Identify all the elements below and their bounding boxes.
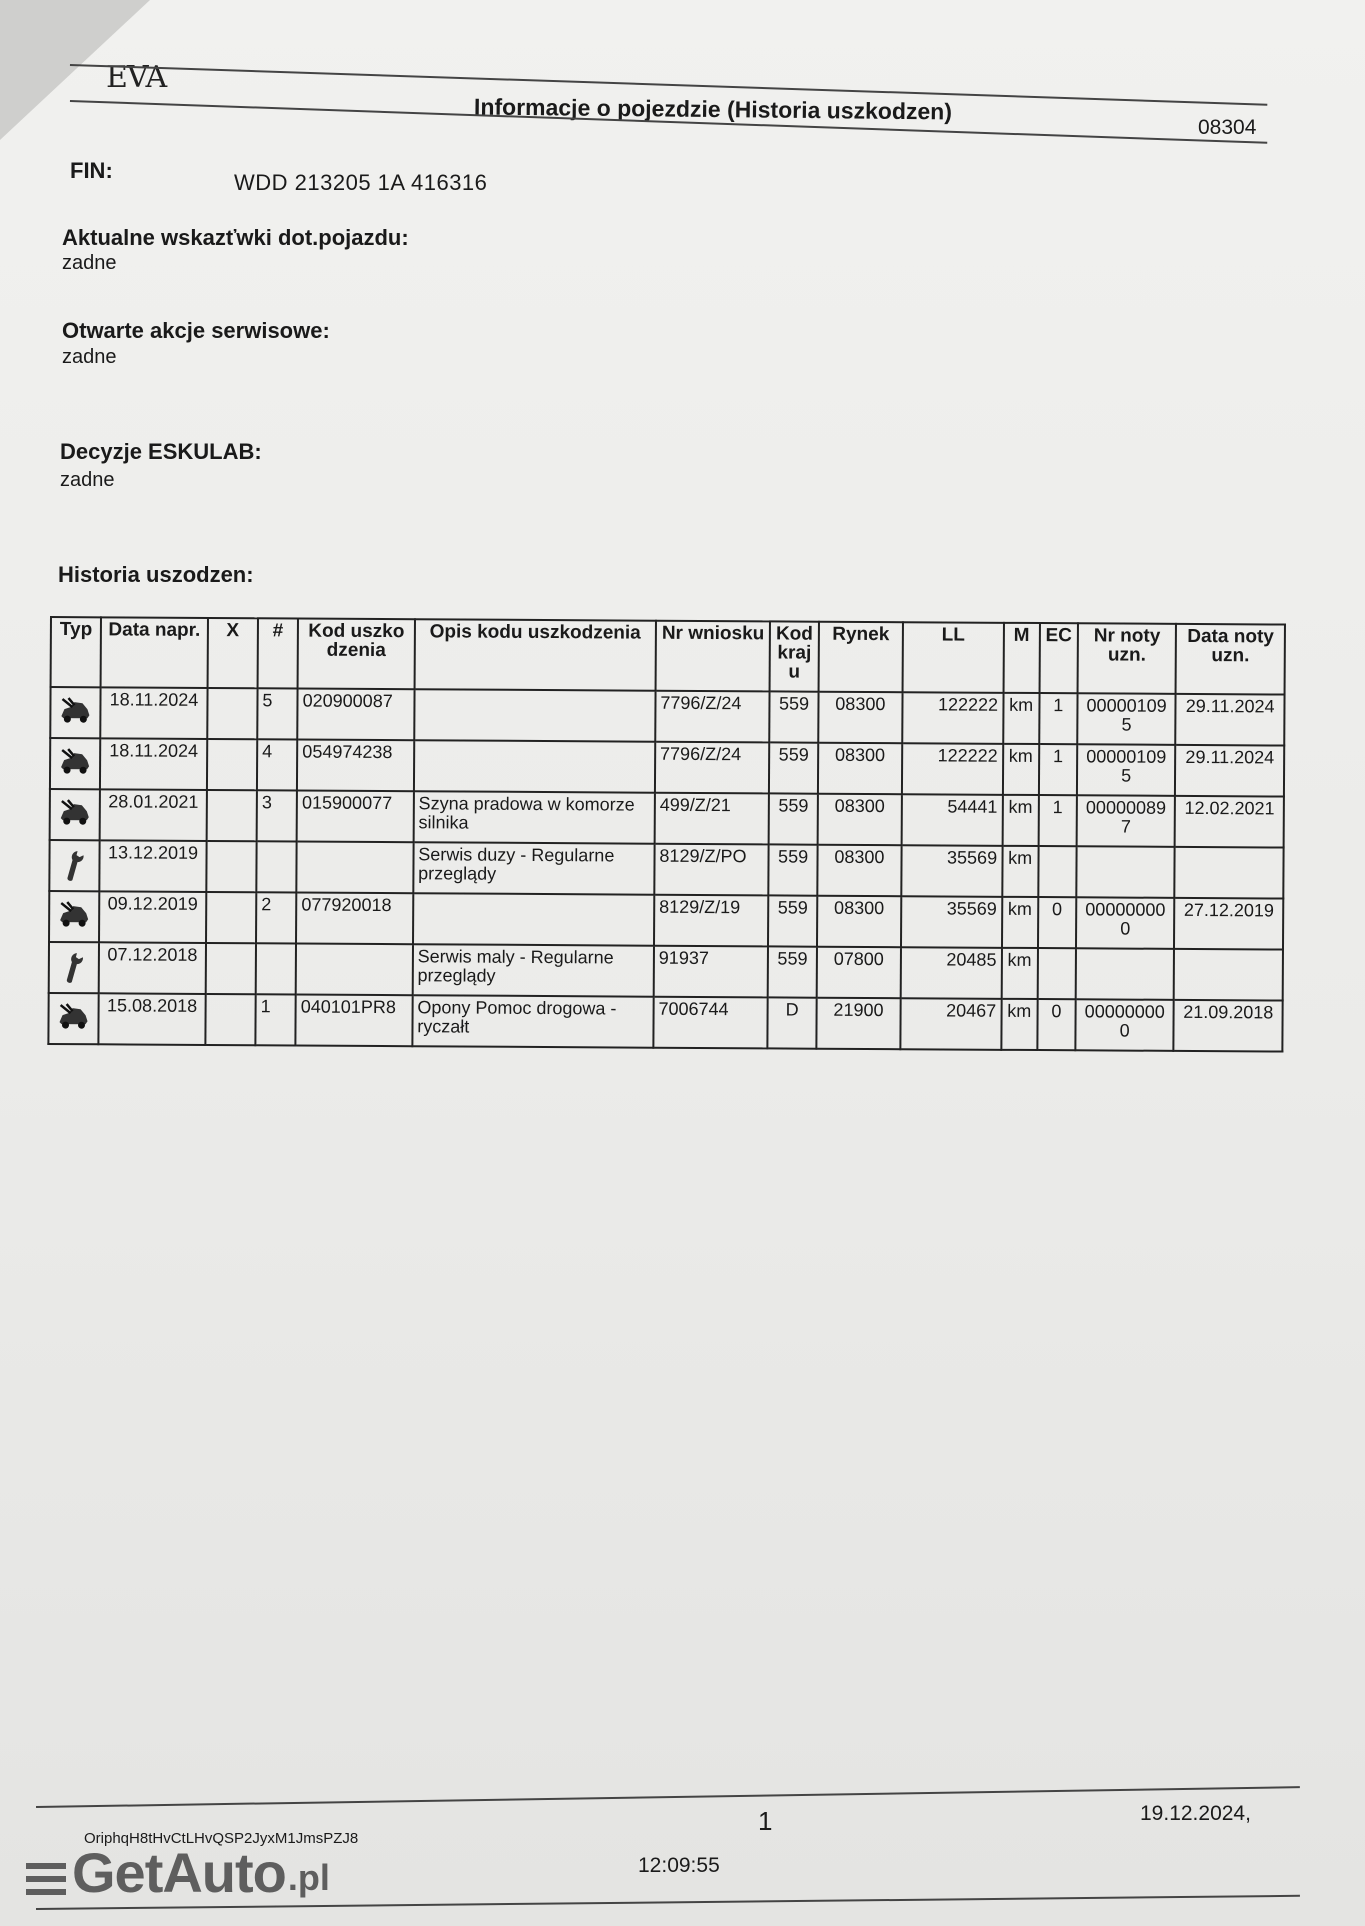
note-date-cell: 29.11.2024	[1176, 694, 1285, 746]
damaged-car-icon	[53, 1002, 93, 1030]
description-cell	[413, 893, 654, 945]
country-code-cell: 559	[769, 844, 818, 895]
header-country-code: Kod kraju	[770, 621, 819, 691]
service-actions-label: Otwarte akcje serwisowe:	[62, 318, 330, 343]
table-row	[49, 942, 1283, 1001]
header-note-nr: Nr noty uzn.	[1077, 623, 1176, 694]
market-cell: 21900	[816, 998, 901, 1050]
table-body	[48, 687, 1284, 1052]
type-cell	[50, 789, 101, 840]
unit-cell: km	[1001, 999, 1037, 1050]
header-ll: LL	[903, 622, 1004, 693]
page-title: Informacje o pojezdzie (Historia uszkodzen)	[473, 93, 953, 125]
note-nr-cell: 000000000	[1076, 897, 1175, 949]
unit-cell: km	[1003, 744, 1039, 795]
header-ec: EC	[1039, 623, 1078, 693]
service-actions-value: zadne	[62, 346, 117, 368]
watermark-brand: GetAuto	[72, 1841, 286, 1904]
application-nr-cell: 7796/Z/24	[655, 742, 770, 794]
header-m: M	[1003, 623, 1040, 693]
x-cell	[205, 994, 256, 1045]
ec-cell: 1	[1038, 795, 1076, 846]
unit-cell: km	[1003, 693, 1039, 744]
table-header-row	[51, 617, 1285, 695]
fin-value: WDD 213205 1A 416316	[234, 170, 488, 195]
watermark-tld: .pl	[287, 1857, 330, 1898]
mileage-cell: 122222	[902, 743, 1003, 795]
market-cell: 08300	[818, 692, 903, 744]
fin-label: FIN:	[70, 158, 113, 183]
note-nr-cell: 000000897	[1077, 795, 1176, 847]
damage-code-cell	[296, 842, 413, 894]
country-code-cell: 559	[769, 742, 818, 793]
note-nr-cell	[1076, 846, 1175, 898]
country-code-cell: 559	[769, 793, 818, 844]
unit-cell: km	[1002, 846, 1038, 897]
note-date-cell: 12.02.2021	[1175, 796, 1284, 848]
note-nr-cell: 000000000	[1075, 999, 1174, 1051]
application-nr-cell: 7006744	[653, 997, 768, 1049]
header-description: Opis kodu uszkodzenia	[414, 619, 656, 690]
damage-code-cell: 015900077	[297, 791, 414, 843]
number-cell: 5	[257, 688, 297, 739]
ec-cell: 0	[1037, 999, 1075, 1050]
ec-cell: 1	[1039, 693, 1077, 744]
footer-time: 12:09:55	[638, 1854, 720, 1877]
country-code-cell: D	[768, 997, 817, 1048]
getauto-watermark	[26, 1840, 330, 1905]
note-date-cell: 29.11.2024	[1175, 745, 1284, 797]
note-date-cell: 21.09.2018	[1174, 1000, 1283, 1052]
description-cell: Opony Pomoc drogowa - ryczałt	[412, 995, 653, 1047]
date-cell: 18.11.2024	[100, 687, 207, 739]
damage-code-cell: 054974238	[297, 740, 414, 792]
header-note-date: Data noty uzn.	[1176, 624, 1285, 695]
header-date: Data napr.	[101, 617, 208, 688]
table-row	[49, 840, 1283, 899]
mileage-cell: 35569	[901, 845, 1002, 897]
decisions-value: zadne	[60, 469, 115, 491]
note-nr-cell	[1076, 948, 1175, 1000]
number-cell: 3	[257, 790, 297, 841]
header-x: X	[207, 618, 258, 688]
damage-code-cell: 040101PR8	[296, 995, 413, 1047]
unit-cell: km	[1002, 795, 1038, 846]
header-damage-code: Kod uszkodzenia	[298, 619, 415, 690]
damage-code-cell: 020900087	[297, 689, 414, 741]
mileage-cell: 122222	[902, 692, 1003, 744]
type-cell	[50, 738, 101, 789]
history-label: Historia uszodzen:	[58, 562, 254, 587]
type-cell	[50, 687, 101, 738]
header-num: #	[258, 618, 299, 688]
footer-code: OriphqH8tHvCtLHvQSP2JyxM1JmsPZJ8	[84, 1830, 359, 1847]
document-code: 08304	[1198, 116, 1257, 139]
wrench-icon	[54, 951, 94, 985]
date-cell: 28.01.2021	[100, 789, 207, 841]
x-cell	[205, 943, 256, 994]
date-cell: 15.08.2018	[99, 993, 206, 1045]
table-row	[50, 738, 1284, 797]
x-cell	[206, 892, 257, 943]
mileage-cell: 54441	[902, 794, 1003, 846]
description-cell: Serwis maly - Regularne przeglądy	[412, 944, 653, 996]
market-cell: 08300	[818, 743, 903, 795]
number-cell	[256, 943, 296, 994]
ec-cell: 1	[1039, 744, 1077, 795]
table-row	[50, 789, 1284, 848]
damaged-car-icon	[55, 747, 95, 775]
x-cell	[206, 841, 257, 892]
decisions-label: Decyzje ESKULAB:	[60, 439, 262, 464]
market-cell: 08300	[817, 845, 902, 897]
mileage-cell: 20467	[900, 998, 1001, 1050]
type-cell	[49, 891, 100, 942]
page-number: 1	[758, 1806, 773, 1836]
type-cell	[48, 993, 99, 1044]
date-cell: 09.12.2019	[99, 891, 206, 943]
number-cell	[256, 841, 296, 892]
damage-code-cell: 077920018	[296, 893, 413, 945]
number-cell: 1	[255, 994, 295, 1045]
eva-logo: EVA	[106, 60, 167, 95]
date-cell: 07.12.2018	[99, 942, 206, 994]
note-nr-cell: 000001095	[1077, 744, 1176, 796]
ec-cell	[1037, 948, 1075, 999]
date-cell: 18.11.2024	[100, 738, 207, 790]
application-nr-cell: 8129/Z/PO	[654, 844, 769, 896]
market-cell: 07800	[816, 947, 901, 999]
mileage-cell: 35569	[901, 896, 1002, 948]
country-code-cell: 559	[770, 691, 819, 742]
damage-history-table	[47, 616, 1286, 1053]
x-cell	[206, 790, 257, 841]
header-typ: Typ	[51, 617, 102, 687]
damaged-car-icon	[55, 696, 95, 724]
type-cell	[49, 942, 100, 993]
note-date-cell: 27.12.2019	[1174, 898, 1283, 950]
table-row	[48, 993, 1282, 1052]
description-cell	[414, 689, 655, 741]
application-nr-cell: 499/Z/21	[655, 793, 770, 845]
footer-date: 19.12.2024,	[1140, 1802, 1251, 1825]
market-cell: 08300	[817, 896, 902, 948]
menu-lines-icon	[26, 1863, 66, 1895]
x-cell	[207, 739, 258, 790]
table-row	[49, 891, 1283, 950]
application-nr-cell: 8129/Z/19	[654, 895, 769, 947]
damaged-car-icon	[55, 798, 95, 826]
damage-code-cell	[296, 944, 413, 996]
number-cell: 2	[256, 892, 296, 943]
number-cell: 4	[257, 739, 297, 790]
notes-value: zadne	[62, 252, 117, 274]
header-application-nr: Nr wniosku	[655, 621, 770, 692]
table-row	[50, 687, 1284, 746]
note-date-cell	[1175, 847, 1284, 899]
note-nr-cell: 000001095	[1077, 693, 1176, 745]
mileage-cell: 20485	[901, 947, 1002, 999]
notes-label: Aktualne wskazťwki dot.pojazdu:	[62, 225, 409, 250]
ec-cell	[1038, 846, 1076, 897]
application-nr-cell: 7796/Z/24	[655, 691, 770, 743]
description-cell: Serwis duzy - Regularne przeglądy	[413, 842, 654, 894]
country-code-cell: 559	[768, 895, 817, 946]
wrench-icon	[54, 849, 94, 883]
footer-rule-top	[36, 1786, 1300, 1808]
date-cell: 13.12.2019	[100, 840, 207, 892]
application-nr-cell: 91937	[654, 946, 769, 998]
note-date-cell	[1174, 949, 1283, 1001]
description-cell: Szyna pradowa w komorze silnika	[413, 791, 654, 843]
unit-cell: km	[1001, 948, 1037, 999]
ec-cell: 0	[1038, 897, 1076, 948]
x-cell	[207, 688, 258, 739]
country-code-cell: 559	[768, 946, 817, 997]
type-cell	[49, 840, 100, 891]
market-cell: 08300	[817, 794, 902, 846]
damaged-car-icon	[54, 900, 94, 928]
header-market: Rynek	[818, 622, 903, 693]
description-cell	[414, 740, 655, 792]
unit-cell: km	[1002, 897, 1038, 948]
